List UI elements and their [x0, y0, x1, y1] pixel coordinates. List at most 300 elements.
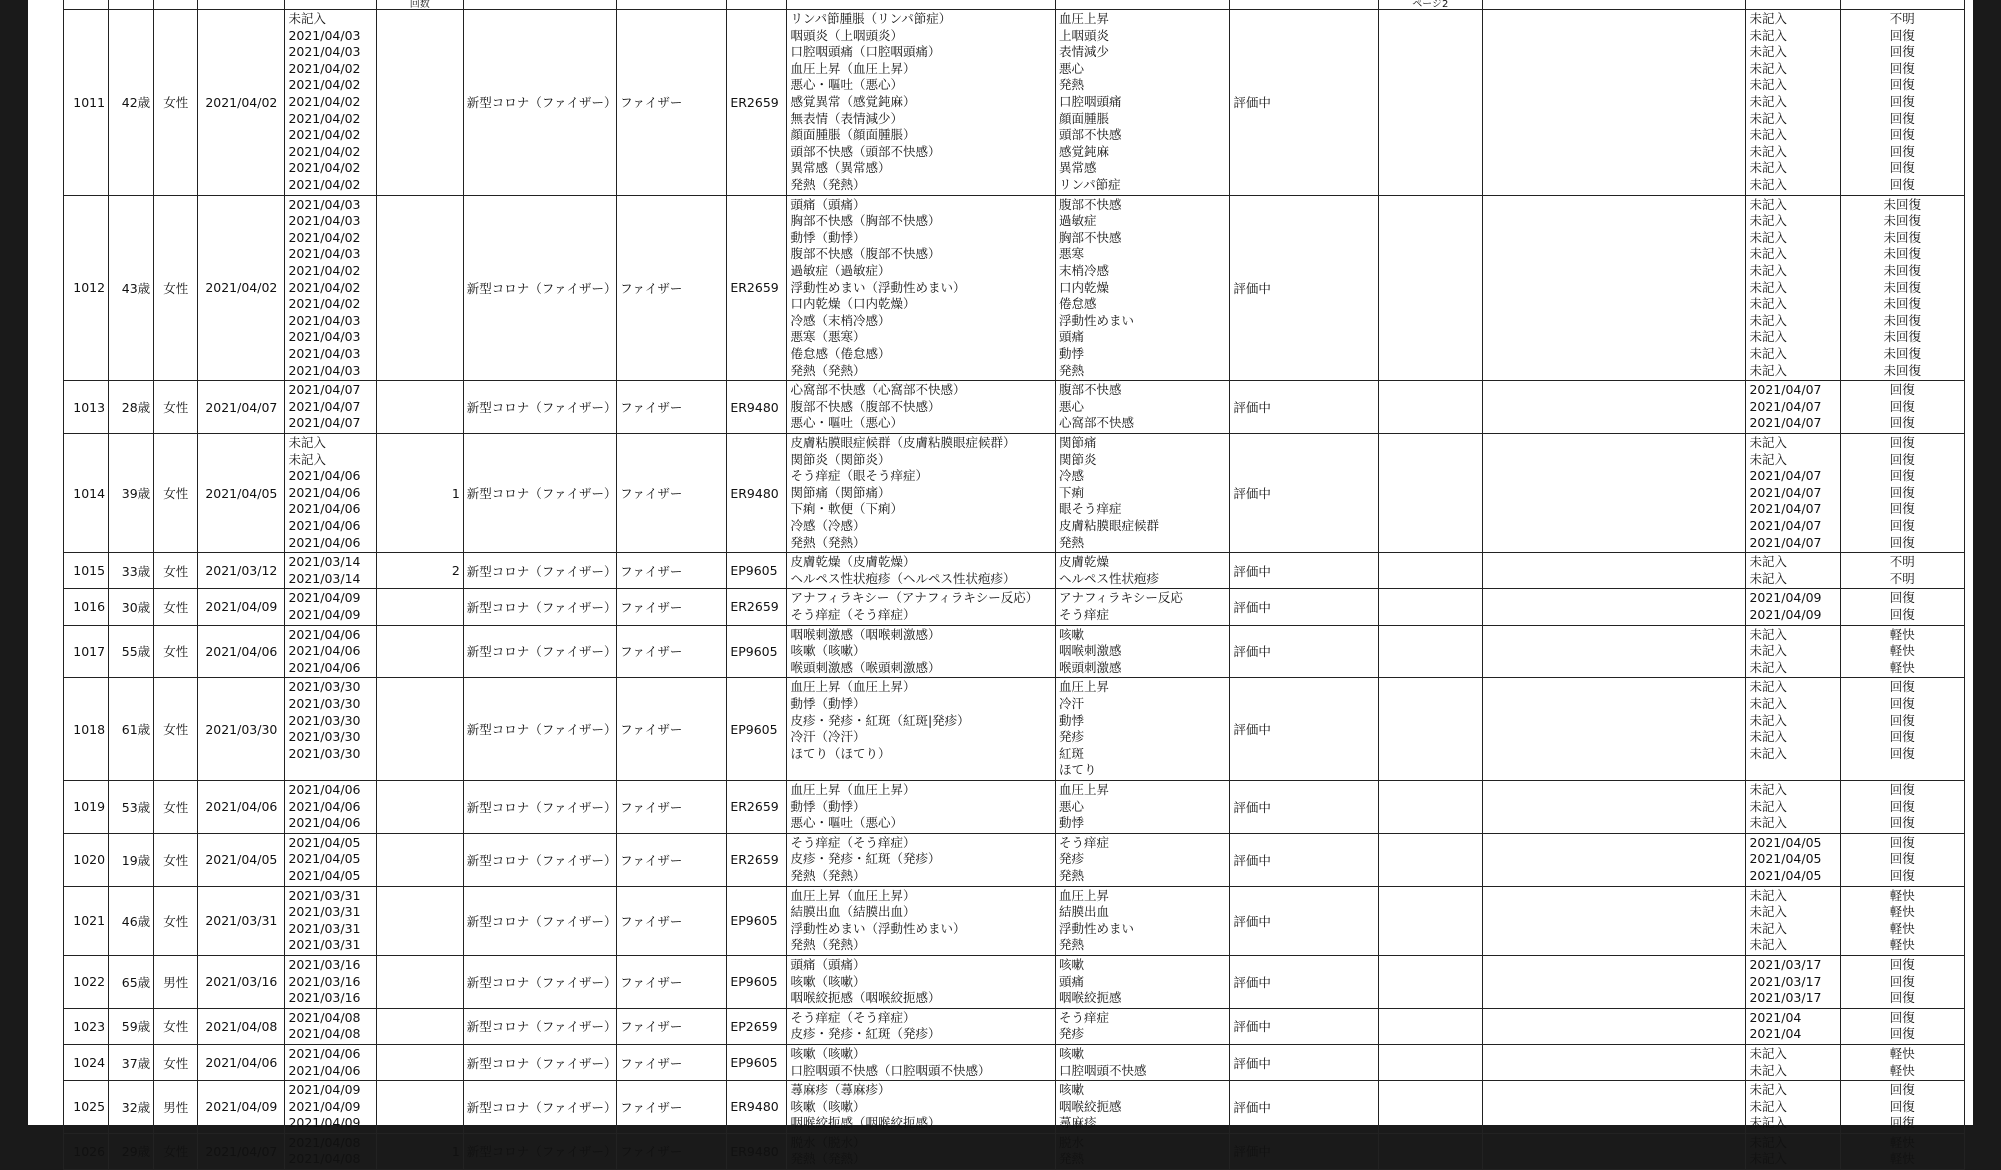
- onset-date: 2021/03/16: [288, 973, 361, 989]
- sex: 女性: [154, 381, 198, 434]
- outcome-date: 未記入: [1749, 262, 1787, 278]
- pt-terms-cell: [1056, 1008, 1230, 1044]
- symptoms-cell: [787, 780, 1056, 833]
- table-row: [64, 955, 1965, 1008]
- outcome: 回復: [1889, 1098, 1915, 1114]
- table-row: [64, 433, 1965, 552]
- pt-term: 末梢冷感: [1059, 262, 1110, 278]
- symptom: 咽頭炎（上咽頭炎）: [790, 27, 903, 43]
- symptom: 悪心・嘔吐（悪心）: [790, 815, 903, 831]
- outcome-date: 未記入: [1749, 11, 1787, 26]
- outcome: 回復: [1889, 695, 1915, 711]
- sex: 女性: [154, 1008, 198, 1044]
- symptom: 皮疹・発疹・紅斑（発疹）: [790, 1026, 941, 1042]
- vaccine-name: 新型コロナ（ファイザー）: [463, 381, 616, 434]
- onset-date: 2021/04/03: [288, 246, 361, 262]
- pt-term: 悪心: [1059, 798, 1085, 814]
- symptom: 蕁麻疹（蕁麻疹）: [790, 1082, 891, 1098]
- blank-column-b: [1482, 553, 1746, 589]
- sex: 男性: [154, 955, 198, 1008]
- outcome-date: 未記入: [1749, 196, 1787, 212]
- symptom: ヘルペス性状疱疹（ヘルペス性状疱疹）: [790, 570, 1016, 586]
- outcomes-cell: [1840, 1081, 1964, 1134]
- pt-terms-cell: [1056, 195, 1230, 381]
- outcome: 回復: [1889, 1082, 1915, 1098]
- onset-date: 2021/04/05: [288, 851, 361, 867]
- onset-dates-cell: [285, 195, 376, 381]
- outcome: 回復: [1889, 160, 1915, 176]
- symptom: 浮動性めまい（浮動性めまい）: [790, 920, 966, 936]
- outcome-date: 未記入: [1749, 695, 1787, 711]
- table-row: [64, 1133, 1965, 1169]
- symptom: 発熱（発熱）: [790, 937, 866, 953]
- outcome: 回復: [1889, 851, 1915, 867]
- onset-dates-cell: [285, 381, 376, 434]
- outcome-date: 2021/04/05: [1749, 851, 1822, 867]
- dose-count: [376, 678, 463, 781]
- table-row: [64, 886, 1965, 955]
- blank-column-b: [1482, 1044, 1746, 1080]
- outcome: 回復: [1889, 451, 1915, 467]
- lot-number: ER2659: [727, 195, 787, 381]
- vaccine-name: 新型コロナ（ファイザー）: [463, 10, 616, 196]
- symptom: ほてり（ほてり）: [790, 745, 891, 761]
- sex: 女性: [154, 625, 198, 678]
- table-row: [64, 625, 1965, 678]
- onset-dates-cell: [285, 1081, 376, 1134]
- outcome: 回復: [1889, 590, 1915, 606]
- outcome-date: 未記入: [1749, 920, 1787, 936]
- outcome-date: 2021/03/17: [1749, 990, 1822, 1006]
- vaccine-name: 新型コロナ（ファイザー）: [463, 955, 616, 1008]
- outcomes-cell: [1840, 1008, 1964, 1044]
- symptoms-cell: [787, 553, 1056, 589]
- blank-column-a: [1378, 955, 1482, 1008]
- case-id: 1015: [64, 553, 109, 589]
- outcome: 回復: [1889, 781, 1915, 797]
- outcome: 軽快: [1889, 887, 1915, 903]
- onset-date: 2021/04/03: [288, 329, 361, 345]
- outcomes-cell: [1840, 10, 1964, 196]
- lot-number: EP9605: [727, 625, 787, 678]
- case-id: 1025: [64, 1081, 109, 1134]
- onset-date: 未記入: [288, 451, 326, 467]
- onset-date: 2021/04/09: [288, 1098, 361, 1114]
- symptom: 口内乾燥（口内乾燥）: [790, 296, 916, 312]
- pt-term: 顔面腫脹: [1059, 110, 1110, 126]
- outcome-date: 2021/04/07: [1749, 501, 1822, 517]
- outcome-date: 未記入: [1749, 1082, 1787, 1098]
- vaccination-date: 2021/04/05: [198, 833, 285, 886]
- pt-term: 動悸: [1059, 345, 1085, 361]
- onset-dates-cell: [285, 780, 376, 833]
- outcome-date: 未記入: [1749, 887, 1787, 903]
- case-id: 1022: [64, 955, 109, 1008]
- lot-number: EP9605: [727, 886, 787, 955]
- outcome-date: 2021/04: [1749, 1026, 1802, 1042]
- symptom: 腹部不快感（腹部不快感）: [790, 246, 941, 262]
- outcome: 回復: [1889, 606, 1915, 622]
- outcome: 未回復: [1883, 196, 1922, 212]
- outcome-date: 未記入: [1749, 345, 1787, 361]
- blank-column-b: [1482, 955, 1746, 1008]
- outcome-dates-cell: [1746, 955, 1840, 1008]
- pt-term: 発熱: [1059, 534, 1085, 550]
- outcome-date: 未記入: [1749, 904, 1787, 920]
- pt-term: 浮動性めまい: [1059, 920, 1135, 936]
- outcome: 回復: [1889, 815, 1915, 831]
- pt-term: 頭痛: [1059, 973, 1085, 989]
- dose-count: [376, 955, 463, 1008]
- onset-date: 2021/03/31: [288, 937, 361, 953]
- symptom: 皮膚粘膜眼症候群（皮膚粘膜眼症候群）: [790, 434, 1016, 450]
- symptom: 冷感（末梢冷感）: [790, 312, 891, 328]
- symptom: 関節炎（関節炎）: [790, 451, 891, 467]
- symptom: 血圧上昇（血圧上昇）: [790, 781, 916, 797]
- blank-column-b: [1482, 1008, 1746, 1044]
- vaccination-date: 2021/04/06: [198, 1044, 285, 1080]
- outcome-date: 2021/04/05: [1749, 834, 1822, 850]
- symptom: 心窩部不快感（心窩部不快感）: [790, 382, 966, 398]
- sex: 女性: [154, 195, 198, 381]
- outcome-dates-cell: [1746, 10, 1840, 196]
- blank-column-b: [1482, 780, 1746, 833]
- age: 53歳: [109, 780, 154, 833]
- onset-date: 未記入: [288, 11, 326, 26]
- vaccination-date: 2021/04/07: [198, 381, 285, 434]
- case-id: 1012: [64, 195, 109, 381]
- onset-date: 2021/04/03: [288, 312, 361, 328]
- outcome: 回復: [1889, 415, 1915, 431]
- outcome: 未回復: [1883, 312, 1922, 328]
- vaccine-name: 新型コロナ（ファイザー）: [463, 886, 616, 955]
- manufacturer: ファイザー: [617, 625, 727, 678]
- symptoms-cell: [787, 1044, 1056, 1080]
- outcome-dates-cell: [1746, 1081, 1840, 1134]
- sex: 女性: [154, 589, 198, 625]
- pt-term: 紅斑: [1059, 745, 1085, 761]
- onset-date: 2021/04/06: [288, 626, 361, 642]
- dose-count: 1: [376, 433, 463, 552]
- age: 19歳: [109, 833, 154, 886]
- outcomes-cell: [1840, 433, 1964, 552]
- manufacturer: ファイザー: [617, 195, 727, 381]
- sex: 女性: [154, 780, 198, 833]
- case-id: 1017: [64, 625, 109, 678]
- symptom: 口腔咽頭痛（口腔咽頭痛）: [790, 44, 941, 60]
- blank-column-b: [1482, 1133, 1746, 1169]
- onset-date: 2021/04/03: [288, 196, 361, 212]
- lot-number: ER9480: [727, 381, 787, 434]
- pt-term: 下痢: [1059, 484, 1085, 500]
- dose-count: [376, 589, 463, 625]
- age: 29歳: [109, 1133, 154, 1169]
- case-id: 1019: [64, 780, 109, 833]
- outcome-date: 未記入: [1749, 213, 1787, 229]
- symptom: 発熱（発熱）: [790, 176, 866, 192]
- pt-term: 過敏症: [1059, 213, 1097, 229]
- pt-term: 悪心: [1059, 398, 1085, 414]
- vaccine-name: 新型コロナ（ファイザー）: [463, 195, 616, 381]
- sex: 女性: [154, 10, 198, 196]
- age: 28歳: [109, 381, 154, 434]
- table-viewport: [63, 0, 1965, 1167]
- outcome-date: 未記入: [1749, 729, 1787, 745]
- symptom: 顔面腫脹（顔面腫脹）: [790, 127, 916, 143]
- vaccine-name: 新型コロナ（ファイザー）: [463, 780, 616, 833]
- blank-column-b: [1482, 625, 1746, 678]
- symptom: 皮疹・発疹・紅斑（発疹）: [790, 851, 941, 867]
- age: 46歳: [109, 886, 154, 955]
- onset-dates-cell: [285, 1133, 376, 1169]
- onset-date: 2021/04/06: [288, 1062, 361, 1078]
- outcome: 回復: [1889, 834, 1915, 850]
- symptoms-cell: [787, 1133, 1056, 1169]
- symptoms-cell: [787, 589, 1056, 625]
- outcome-date: 未記入: [1749, 643, 1787, 659]
- symptom: 頭痛（頭痛）: [790, 196, 866, 212]
- blank-column-a: [1378, 553, 1482, 589]
- vaccination-date: 2021/04/09: [198, 589, 285, 625]
- outcome-dates-cell: [1746, 1133, 1840, 1169]
- outcomes-cell: [1840, 381, 1964, 434]
- outcome-date: 未記入: [1749, 570, 1787, 586]
- onset-date: 2021/04/06: [288, 517, 361, 533]
- outcome: 回復: [1889, 434, 1915, 450]
- manufacturer: ファイザー: [617, 381, 727, 434]
- blank-column-a: [1378, 625, 1482, 678]
- outcome-date: 2021/04/07: [1749, 415, 1822, 431]
- symptom: そう痒症（眼そう痒症）: [790, 468, 928, 484]
- onset-date: 2021/04/06: [288, 1045, 361, 1061]
- table-row: [64, 381, 1965, 434]
- symptoms-cell: [787, 1008, 1056, 1044]
- outcome: 回復: [1889, 176, 1915, 192]
- causality-evaluation: 評価中: [1230, 1081, 1378, 1134]
- dose-count: [376, 195, 463, 381]
- symptom: そう痒症（そう痒症）: [790, 834, 916, 850]
- symptom: 動悸（動悸）: [790, 695, 866, 711]
- outcome: 回復: [1889, 956, 1915, 972]
- case-id: 1011: [64, 10, 109, 196]
- manufacturer: ファイザー: [617, 1008, 727, 1044]
- vaccine-name: 新型コロナ（ファイザー）: [463, 1044, 616, 1080]
- outcome-date: 未記入: [1749, 229, 1787, 245]
- onset-date: 2021/03/31: [288, 920, 361, 936]
- case-id: 1024: [64, 1044, 109, 1080]
- lot-number: EP9605: [727, 553, 787, 589]
- pt-term: 咽喉刺激感: [1059, 643, 1122, 659]
- outcome-date: 2021/04/09: [1749, 606, 1822, 622]
- outcome: 回復: [1889, 60, 1915, 76]
- age: 59歳: [109, 1008, 154, 1044]
- outcome-dates-cell: [1746, 195, 1840, 381]
- outcome: 回復: [1889, 382, 1915, 398]
- blank-column-b: [1482, 381, 1746, 434]
- causality-evaluation: 評価中: [1230, 433, 1378, 552]
- outcome: 回復: [1889, 468, 1915, 484]
- causality-evaluation: 評価中: [1230, 955, 1378, 1008]
- onset-dates-cell: [285, 955, 376, 1008]
- lot-number: ER2659: [727, 10, 787, 196]
- symptoms-cell: [787, 195, 1056, 381]
- pt-term: 動悸: [1059, 815, 1085, 831]
- onset-date: 2021/04/05: [288, 834, 361, 850]
- outcome-date: 未記入: [1749, 44, 1787, 60]
- blank-column-b: [1482, 433, 1746, 552]
- vaccine-name: 新型コロナ（ファイザー）: [463, 433, 616, 552]
- vaccination-date: 2021/04/07: [198, 1133, 285, 1169]
- onset-date: 2021/04/02: [288, 110, 361, 126]
- outcome-dates-cell: [1746, 833, 1840, 886]
- onset-date: 2021/04/09: [288, 1115, 361, 1131]
- symptom: アナフィラキシー（アナフィラキシー反応）: [790, 590, 1039, 606]
- outcome-date: 2021/04: [1749, 1009, 1802, 1025]
- onset-dates-cell: [285, 625, 376, 678]
- pt-term: 喉頭刺激感: [1059, 659, 1122, 675]
- pt-term: 発疹: [1059, 851, 1085, 867]
- outcome-date: 未記入: [1749, 798, 1787, 814]
- onset-dates-cell: [285, 1044, 376, 1080]
- pt-term: 冷感: [1059, 468, 1085, 484]
- pt-term: 悪心: [1059, 60, 1085, 76]
- outcome: 回復: [1889, 867, 1915, 883]
- symptoms-cell: [787, 625, 1056, 678]
- outcome-dates-cell: [1746, 1008, 1840, 1044]
- symptom: そう痒症（そう痒症）: [790, 606, 916, 622]
- symptom: 発熱（発熱）: [790, 1151, 866, 1167]
- lot-number: ER2659: [727, 780, 787, 833]
- lot-number: ER9480: [727, 1133, 787, 1169]
- vaccination-date: 2021/03/16: [198, 955, 285, 1008]
- onset-date: 2021/04/02: [288, 60, 361, 76]
- pt-terms-cell: [1056, 433, 1230, 552]
- dose-count-header: 回数: [376, 0, 463, 10]
- outcome-dates-cell: [1746, 589, 1840, 625]
- age: 32歳: [109, 1081, 154, 1134]
- outcome-date: 2021/03/17: [1749, 973, 1822, 989]
- symptom: 咽喉絞扼感（咽喉絞扼感）: [790, 990, 941, 1006]
- outcomes-cell: [1840, 1133, 1964, 1169]
- vaccination-date: 2021/03/12: [198, 553, 285, 589]
- blank-column-a: [1378, 1081, 1482, 1134]
- sex: 女性: [154, 833, 198, 886]
- pt-term: 咽喉絞扼感: [1059, 990, 1122, 1006]
- lot-number: EP9605: [727, 1044, 787, 1080]
- outcome-date: 2021/04/07: [1749, 398, 1822, 414]
- pt-terms-cell: [1056, 886, 1230, 955]
- sex: 女性: [154, 1133, 198, 1169]
- vaccination-date: 2021/04/02: [198, 10, 285, 196]
- pt-term: 皮膚乾燥: [1059, 554, 1110, 570]
- outcome: 回復: [1889, 517, 1915, 533]
- outcome-dates-cell: [1746, 553, 1840, 589]
- pt-terms-cell: [1056, 589, 1230, 625]
- symptom: 頭痛（頭痛）: [790, 956, 866, 972]
- onset-date: 2021/04/09: [288, 590, 361, 606]
- pt-term: 眼そう痒症: [1059, 501, 1122, 517]
- onset-date: 2021/03/14: [288, 570, 361, 586]
- onset-date: 2021/04/06: [288, 798, 361, 814]
- manufacturer: ファイザー: [617, 553, 727, 589]
- onset-date: 2021/04/02: [288, 229, 361, 245]
- symptom: 悪寒（悪寒）: [790, 329, 866, 345]
- symptom: 悪心・嘔吐（悪心）: [790, 77, 903, 93]
- causality-evaluation: 評価中: [1230, 553, 1378, 589]
- pt-term: ほてり: [1059, 762, 1097, 778]
- symptom: 冷汗（冷汗）: [790, 729, 866, 745]
- onset-date: 2021/04/02: [288, 176, 361, 192]
- symptom: 動悸（動悸）: [790, 798, 866, 814]
- outcome: 未回復: [1883, 213, 1922, 229]
- age: 33歳: [109, 553, 154, 589]
- lot-number: ER2659: [727, 589, 787, 625]
- symptom: 咳嗽（咳嗽）: [790, 1098, 866, 1114]
- outcome-date: 未記入: [1749, 1134, 1787, 1150]
- onset-date: 2021/04/02: [288, 143, 361, 159]
- blank-column-b: [1482, 10, 1746, 196]
- pt-term: 倦怠感: [1059, 296, 1097, 312]
- pt-term: 腹部不快感: [1059, 382, 1122, 398]
- manufacturer: ファイザー: [617, 433, 727, 552]
- pt-term: 心窩部不快感: [1059, 415, 1135, 431]
- onset-date: 2021/04/07: [288, 382, 361, 398]
- dose-count: [376, 1081, 463, 1134]
- age: 39歳: [109, 433, 154, 552]
- outcome: 回復: [1889, 745, 1915, 761]
- outcome: 回復: [1889, 679, 1915, 695]
- case-id: 1021: [64, 886, 109, 955]
- dose-count: [376, 625, 463, 678]
- outcome-date: 2021/04/09: [1749, 590, 1822, 606]
- vaccination-date: 2021/04/02: [198, 195, 285, 381]
- vaccination-date: 2021/04/05: [198, 433, 285, 552]
- pt-term: 発熱: [1059, 77, 1085, 93]
- age: 30歳: [109, 589, 154, 625]
- table-row: [64, 589, 1965, 625]
- symptoms-cell: [787, 886, 1056, 955]
- outcomes-cell: [1840, 589, 1964, 625]
- outcome: 不明: [1889, 554, 1915, 570]
- outcome-date: 未記入: [1749, 451, 1787, 467]
- page-label-header: ページ2: [1378, 0, 1482, 10]
- symptom: 倦怠感（倦怠感）: [790, 345, 891, 361]
- pt-term: 咳嗽: [1059, 1045, 1085, 1061]
- onset-date: 2021/04/05: [288, 867, 361, 883]
- symptoms-cell: [787, 433, 1056, 552]
- onset-date: 2021/04/06: [288, 534, 361, 550]
- outcome: 回復: [1889, 973, 1915, 989]
- outcome-date: 未記入: [1749, 160, 1787, 176]
- symptom: 皮疹・発疹・紅斑（紅斑|発疹）: [790, 712, 970, 728]
- outcome-date: 未記入: [1749, 781, 1787, 797]
- case-id: 1014: [64, 433, 109, 552]
- onset-date: 2021/03/30: [288, 695, 361, 711]
- dose-count: [376, 833, 463, 886]
- onset-date: 2021/04/08: [288, 1151, 361, 1167]
- outcome-date: 未記入: [1749, 127, 1787, 143]
- pt-term: 発熱: [1059, 937, 1085, 953]
- outcome: 未回復: [1883, 229, 1922, 245]
- manufacturer: ファイザー: [617, 780, 727, 833]
- pt-term: リンパ節症: [1059, 176, 1121, 192]
- pt-term: 口腔咽頭不快感: [1059, 1062, 1147, 1078]
- blank-column-a: [1378, 678, 1482, 781]
- case-id: 1023: [64, 1008, 109, 1044]
- dose-count: [376, 10, 463, 196]
- pt-term: 上咽頭炎: [1059, 27, 1110, 43]
- pt-term: アナフィラキシー反応: [1059, 590, 1183, 606]
